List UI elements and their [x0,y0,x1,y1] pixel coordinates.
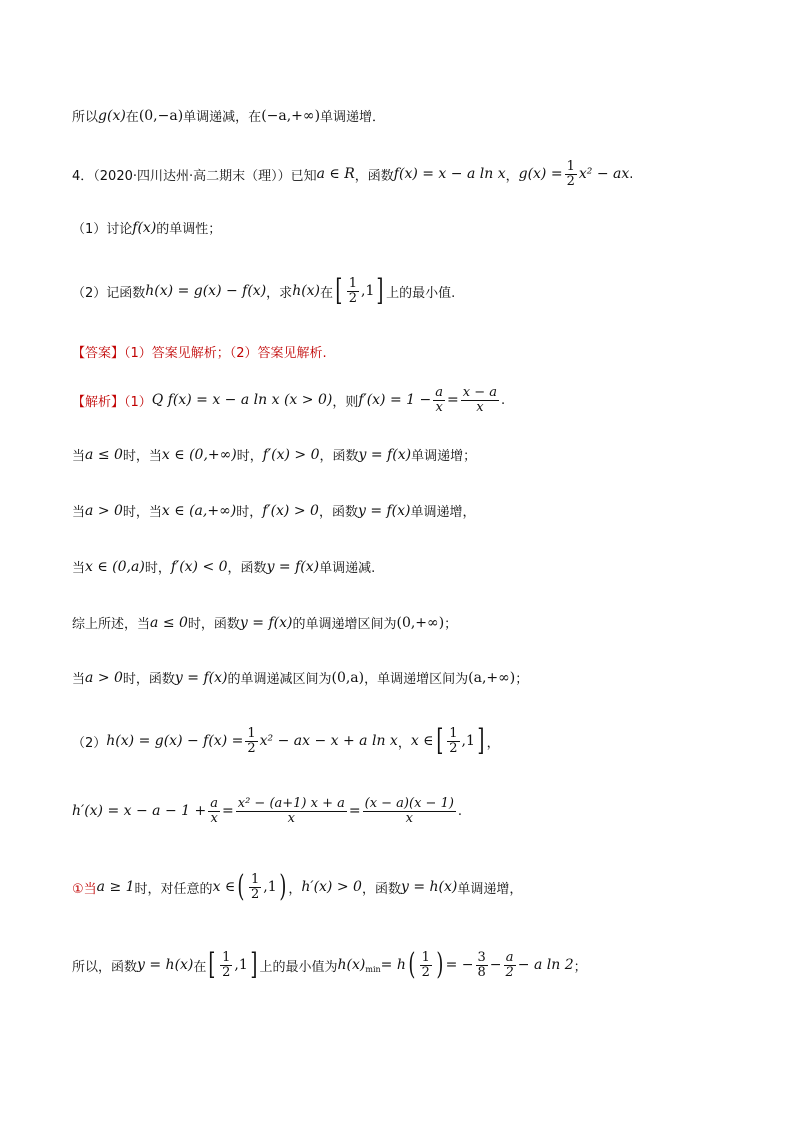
left-bracket: [ [335,273,343,308]
text: 单调递增； [411,449,477,464]
answer-line [72,342,327,361]
text: ， [486,735,500,751]
denominator: 2 [421,964,430,980]
math: f′(x) > 0 [262,502,319,519]
text: 当 [72,672,86,687]
right-bracket: ] [376,273,384,308]
fraction [420,951,432,979]
math-interval: (0,−a) [138,107,184,124]
numerator: 1 [421,949,430,965]
analysis-head: 【解析】（1） [72,394,152,410]
math: y = f(x) [266,558,320,575]
text: 的单调递增区间为 [292,617,397,632]
case-1 [72,445,476,464]
math: f(x) [132,219,157,236]
text: 的单调性； [156,222,222,237]
numerator: a [435,385,443,400]
fraction [220,951,232,979]
fraction [433,386,445,414]
left-paren: ( [408,947,416,982]
text: ， [505,168,519,184]
case-2 [72,501,476,520]
left-bracket: [ [435,723,443,758]
numerator: x² − (a+1) x + a [237,796,345,811]
math: a ≤ 0 [85,446,123,463]
right-paren: ) [278,869,287,904]
numerator: 1 [348,275,358,291]
math: − [489,957,502,973]
left-bracket: [ [208,947,216,982]
math: = h [380,957,406,973]
right-bracket: ] [250,947,258,982]
math: ,1 [361,283,375,299]
numerator: 1 [449,725,458,741]
math: a ∈ R [316,166,355,183]
text: 单调递减，在 [183,110,262,125]
math: x ∈ (a,+∞) [161,502,237,519]
text: 时， [236,505,263,520]
case-3 [72,557,375,576]
math: (0,+∞) [396,614,445,631]
summary-1 [72,613,457,632]
numerator: x − a [462,385,497,400]
math: y = h(x) [400,879,458,895]
fraction [236,797,347,825]
math: = [348,803,361,820]
text: 在 [193,959,207,975]
numerator: 1 [247,725,256,741]
numerator: 1 [251,871,260,887]
text: 上的最小值为 [259,959,338,975]
text: ，函数 [319,449,359,464]
math: h(x) = g(x) − f(x) = [106,733,244,749]
math: − a ln 2 [517,957,574,973]
text: （2）记函数 [72,285,146,301]
math: ,1 [263,879,277,895]
right-bracket: ] [477,723,485,758]
math: = − [445,957,474,973]
math: (0,a) [331,669,365,686]
min-value-line [72,947,587,982]
fraction [504,951,516,979]
line-conclusion-prev [72,106,385,125]
text: 时，当 [122,505,162,520]
math: a > 0 [85,502,123,519]
math: x² − ax − x + a ln x [259,733,398,749]
text: 时， [236,449,263,464]
text: . [629,166,634,182]
math-g-def: g(x) = [518,166,563,183]
fraction [245,727,257,755]
text: ，函数 [318,505,358,520]
denominator: x [476,399,484,415]
text: 单调递增， [410,505,476,520]
answer-text: 【答案】（1）答案见解析；（2）答案见解析. [72,346,327,361]
fraction [347,277,359,305]
fraction [565,160,577,188]
text: 的单调递减区间为 [227,672,332,687]
math: Q f(x) = x − a ln x (x > 0) [151,392,333,409]
case-a-ge-1 [72,869,523,904]
math: h(x) = g(x) − f(x) [145,283,267,299]
text: . [457,803,463,819]
text: ， [288,881,302,897]
text: ，单调递增区间为 [364,672,469,687]
text: （2） [72,735,107,751]
text: 在 [125,110,139,125]
fraction [461,386,499,414]
text: 当 [72,449,86,464]
math: a ≤ 0 [150,614,188,631]
text: 所以 [72,110,99,125]
math: x ∈ [410,733,434,749]
denominator: x [210,810,218,826]
math: x² − ax [578,166,630,183]
math: a ≥ 1 [96,879,135,895]
denominator: 2 [247,740,256,756]
math-interval: (−a,+∞) [261,107,321,124]
math: (a,+∞) [468,669,516,686]
math: y = f(x) [174,669,228,686]
numerator: 3 [477,949,486,965]
right-paren: ) [436,947,444,982]
numerator: (x − a)(x − 1) [364,796,454,811]
text: 时，函数 [187,617,240,632]
fraction [208,797,220,825]
part-2-h [72,723,500,758]
math: h′(x) > 0 [301,879,362,895]
text: ①当 [72,881,97,897]
fraction [447,727,459,755]
text: 时，函数 [122,672,175,687]
numerator: 1 [566,159,575,174]
denominator: 2 [505,964,514,980]
numerator: 1 [222,949,231,965]
denominator: 2 [251,886,260,902]
text: ， [397,735,411,751]
derivative-h [72,797,462,825]
math: ,1 [234,957,248,973]
text: ，则 [332,394,359,410]
fraction [476,951,488,979]
analysis-line [72,386,505,414]
denominator: 2 [566,173,575,189]
subscript: min [365,965,381,974]
math: f′(x) > 0 [262,446,320,463]
math: x ∈ (0,+∞) [161,446,237,463]
text: 单调递增， [457,881,523,897]
denominator: x [287,810,295,826]
math-f-def: f(x) = x − a ln x [393,166,506,183]
text: ，函数 [354,168,394,184]
denominator: 8 [477,964,486,980]
fraction [249,873,261,901]
question-2 [72,273,456,308]
text: 时，对任意的 [134,881,213,897]
text: 上的最小值. [386,285,456,301]
math: ,1 [461,733,475,749]
text: 当 [72,505,86,520]
text: 单调递减. [319,561,376,576]
denominator: 2 [449,740,458,756]
text: ； [444,617,458,632]
text: ，函数 [227,561,267,576]
math: = [222,803,234,820]
text: ； [515,672,529,687]
math: y = f(x) [357,502,411,519]
math: x ∈ [212,879,236,895]
text: 时，当 [122,449,162,464]
text: （1）讨论 [72,222,133,237]
text: 单调递增． [320,110,386,125]
math: h′(x) = x − a − 1 + [72,803,207,820]
summary-2 [72,668,528,687]
text: 时， [144,561,171,576]
math: = [447,392,459,409]
denominator: 2 [222,964,231,980]
problem-source: 4．（2020·四川达州·高二期末（理））已知 [72,168,317,184]
text: 所以，函数 [72,959,138,975]
text: 在 [320,285,334,301]
math: y = f(x) [239,614,293,631]
math: y = h(x) [137,957,194,973]
denominator: 2 [348,290,358,306]
math: a > 0 [85,669,123,686]
left-paren: ( [237,869,245,904]
text: 当 [72,561,86,576]
numerator: a [505,949,514,965]
denominator: x [435,399,443,415]
text: 综上所述，当 [72,617,151,632]
numerator: a [210,796,219,811]
math: f′(x) = 1 − [358,392,432,409]
math: x ∈ (0,a) [85,558,145,575]
text: . [500,392,506,408]
math-g: g(x) [98,107,126,124]
denominator: x [405,810,413,826]
math: h(x) [337,957,366,973]
text: ，求 [266,285,293,301]
fraction [363,797,456,825]
problem-4-statement [72,160,633,188]
text: ； [573,959,587,975]
math: f′(x) < 0 [170,558,228,575]
question-1 [72,218,221,237]
text: ，函数 [361,881,401,897]
math: h(x) [292,283,321,299]
math: y = f(x) [358,446,412,463]
